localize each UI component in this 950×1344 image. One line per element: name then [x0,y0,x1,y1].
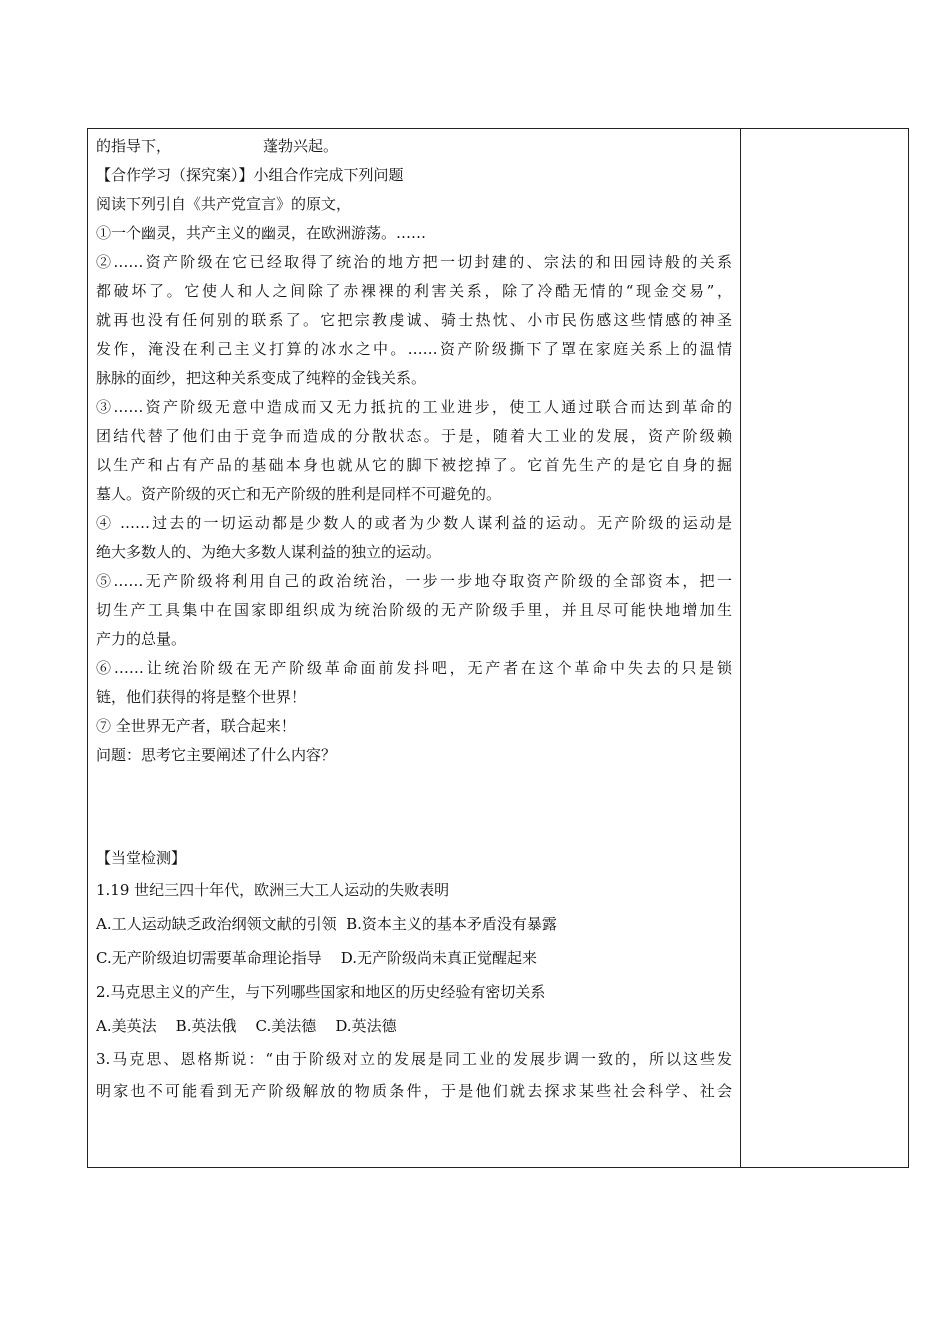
test-line: 1.19 世纪三四十年代，欧洲三大工人运动的失败表明 [96,881,450,899]
quote-3-line: 团结代替了他们由于竞争而造成的分散状态。于是，随着大工业的发展，资产阶级赖 [96,427,732,445]
quote-2-line: 发作，淹没在利己主义打算的冰水之中。……资产阶级撕下了罩在家庭关系上的温情 [96,340,732,358]
quote-4-line: ④ ……过去的一切运动都是少数人的或者为少数人谋利益的运动。无产阶级的运动是 [96,514,732,532]
worksheet-table [87,128,909,1168]
quote-4-line: 绝大多数人的、为绝大多数人谋利益的独立的运动。 [96,543,442,561]
notes-column [741,129,909,1168]
test-block [96,873,732,1043]
quotes-block [96,219,732,741]
quote-1-line: ①一个幽灵，共产主义的幽灵，在欧洲游荡。…… [96,224,427,242]
quote-2-line: ②……资产阶级在它已经取得了统治的地方把一切封建的、宗法的和田园诗般的关系 [96,253,732,271]
question-3-line: 明家也不可能看到无产阶级解放的物质条件，于是他们就去探求某些社会科学、社会 [96,1082,732,1100]
quote-7-line: ⑦ 全世界无产者，联合起来！ [96,717,296,735]
quote-2-line: 都破坏了。它使人和人之间除了赤裸裸的利害关系，除了冷酷无情的“现金交易”， [96,282,732,300]
test-line: 2.马克思主义的产生，与下列哪些国家和地区的历史经验有密切关系 [96,983,546,1001]
quote-6-line: ⑥……让统治阶级在无产阶级革命面前发抖吧，无产者在这个革命中失去的只是锁 [96,659,732,677]
quote-5-line: ⑤……无产阶级将利用自己的政治统治，一步一步地夺取资产阶级的全部资本，把一 [96,572,732,590]
test-line: A.工人运动缺乏政治纲领文献的引领 B.资本主义的基本矛盾没有暴露 [96,915,557,933]
test-line: A.美英法 B.英法俄 C.美法德 D.英法德 [96,1017,397,1035]
content-area [88,129,740,1107]
section-test-heading: 【当堂检测】 [96,849,187,867]
quote-5-line: 产力的总量。 [96,630,187,648]
intro-post: 蓬勃兴起。 [263,137,339,155]
quote-3-line: 墓人。资产阶级的灭亡和无产阶级的胜利是同样不可避免的。 [96,485,502,503]
quote-5-line: 切生产工具集中在国家即组织成为统治阶级的无产阶级手里，并且尽可能快地增加生 [96,601,732,619]
question-line: 问题：思考它主要阐述了什么内容？ [96,746,337,764]
question-3-block [96,1043,732,1107]
answer-space [96,770,732,844]
intro-line [96,132,732,161]
reading-intro: 阅读下列引自《共产党宣言》的原文， [96,195,352,213]
question-3-line: 3.马克思、恩格斯说：“由于阶级对立的发展是同工业的发展步调一致的，所以这些发 [96,1050,732,1068]
quote-3-line: ③……资产阶级无意中造成而又无力抵抗的工业进步，使工人通过联合而达到革命的 [96,398,732,416]
quote-6-line: 链，他们获得的将是整个世界！ [96,688,307,706]
section-cooperative-heading: 【合作学习（探究案）】小组合作完成下列问题 [96,166,404,184]
quote-2-line: 脉脉的面纱，把这种关系变成了纯粹的金钱关系。 [96,369,427,387]
intro-pre: 的指导下， [96,137,172,155]
test-line: C.无产阶级迫切需要革命理论指导 D.无产阶级尚未真正觉醒起来 [96,949,538,967]
quote-3-line: 以生产和占有产品的基础本身也就从它的脚下被挖掉了。它首先生产的是它自身的掘 [96,456,732,474]
quote-2-line: 就再也没有任何别的联系了。它把宗教虔诚、骑士热忱、小市民伤感这些情感的神圣 [96,311,732,329]
main-cell [88,129,741,1168]
